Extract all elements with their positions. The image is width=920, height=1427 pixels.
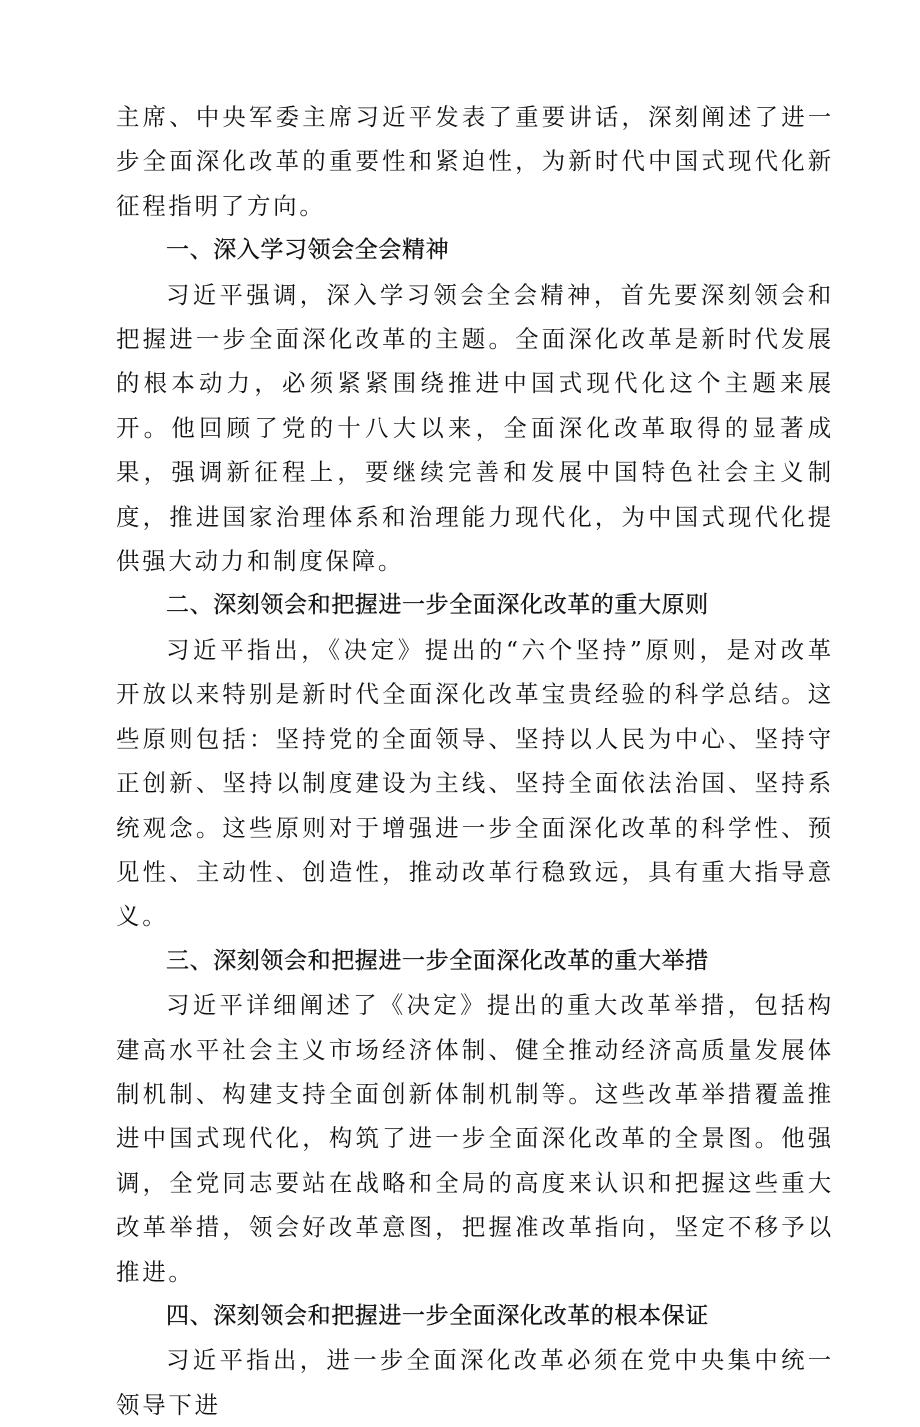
document-body bbox=[116, 95, 834, 1427]
section-4-paragraph: 习近平指出，进一步全面深化改革必须在党中央集中统一领导下进 bbox=[116, 1346, 834, 1419]
section-heading-4: 四、深刻领会和把握进一步全面深化改革的根本保证 bbox=[166, 1302, 709, 1329]
intro-paragraph: 主席、中央军委主席习近平发表了重要讲话，深刻阐述了进一步全面深化改革的重要性和紧迫性，为新时代中国式现代化新征程指明了方向。 bbox=[116, 103, 834, 220]
section-2-paragraph: 习近平指出，《决定》提出的“六个坚持”原则，是对改革开放以来特别是新时代全面深化改革宝贵经验的科学总结。这些原则包括：坚持党的全面领导、坚持以人民为中心、坚持守正创新、坚持以制度建设为主线、坚持全面依法治国、坚持系统观念。这些原则对于增强进一步全面深化改革的科学性、预见性、主动性、创造性，推动改革行稳致远，具有重大指导意义。 bbox=[116, 635, 834, 931]
section-heading-2: 二、深刻领会和把握进一步全面深化改革的重大原则 bbox=[166, 592, 709, 619]
section-1-paragraph: 习近平强调，深入学习领会全会精神，首先要深刻领会和把握进一步全面深化改革的主题。全面深化改革是新时代发展的根本动力，必须紧紧围绕推进中国式现代化这个主题来展开。他回顾了党的十八大以来，全面深化改革取得的显著成果，强调新征程上，要继续完善和发展中国特色社会主义制度，推进国家治理体系和治理能力现代化，为中国式现代化提供强大动力和制度保障。 bbox=[116, 280, 834, 576]
section-3-paragraph: 习近平详细阐述了《决定》提出的重大改革举措，包括构建高水平社会主义市场经济体制、健全推动经济高质量发展体制机制、构建支持全面创新体制机制等。这些改革举措覆盖推进中国式现代化，构筑了进一步全面深化改革的全景图。他强调，全党同志要站在战略和全局的高度来认识和把握这些重大改革举措，领会好改革意图，把握准改革指向，坚定不移予以推进。 bbox=[116, 991, 834, 1286]
section-heading-3: 三、深刻领会和把握进一步全面深化改革的重大举措 bbox=[166, 947, 709, 974]
section-heading-1: 一、深入学习领会全会精神 bbox=[166, 237, 450, 264]
